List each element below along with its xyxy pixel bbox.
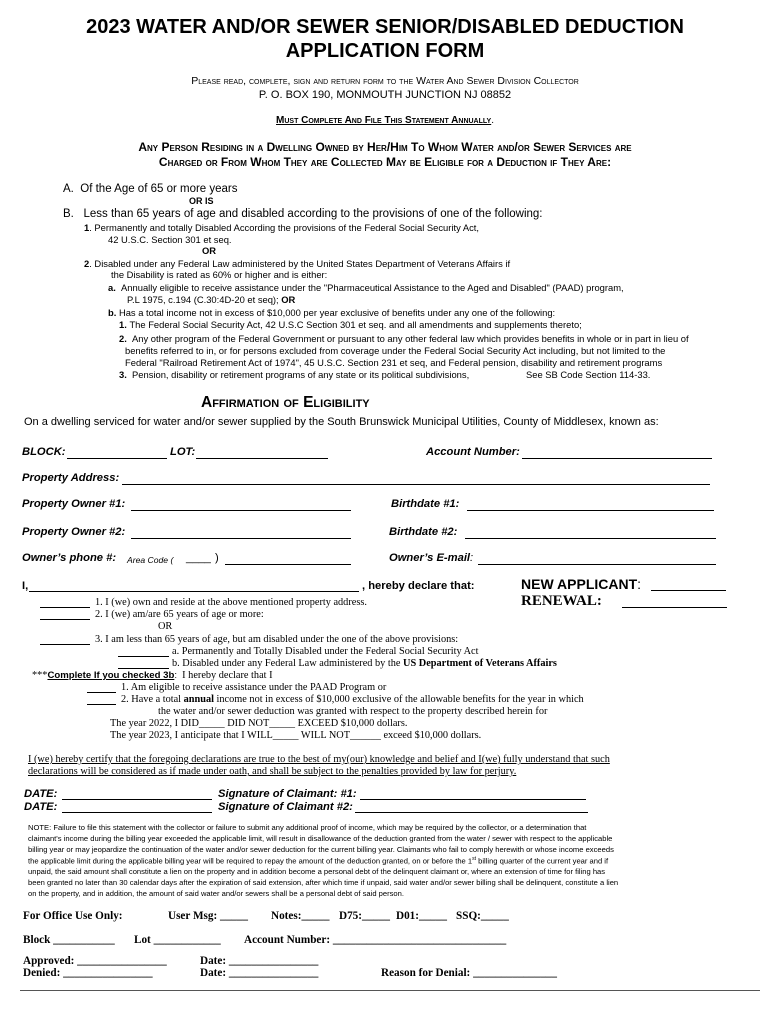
note-line7: on the property, and in addition, the amount of said water and/or sewers shall be a personal debt of said person. [28,889,404,898]
notes-field[interactable]: Notes:_____ [271,910,330,922]
date2-field[interactable] [62,812,212,813]
affirmation-heading: Affirmation of Eligibility [201,394,370,411]
office-lot-field[interactable]: Lot ____________ [134,934,221,946]
note-line4: the applicable limit during the applicable billing year will be required to repay the amount of the deduction granted, on or before the 1st billing quarter of the current year and if [28,856,609,866]
declaration-2: 2. I (we) am/are 65 years of age or more: [95,609,264,620]
eligibility-intro-line2: Charged or From Whom They are Collected May be Eligible for a Deduction if They Are: [158,155,612,169]
certification-line2: declarations will be considered as if made under oath, and shall be subject to the penalties provided by law for perjury. [28,766,517,777]
annual-filing-notice: Must Complete And File This Statement Annually. [276,115,494,126]
d01-field[interactable]: D01:_____ [396,910,447,922]
date2-label: DATE: [24,801,58,813]
criteria-item-1: 1. Permanently and totally Disabled According the provisions of the Federal Social Security Act, [84,222,480,233]
criteria-item-2b-2-cont2: Federal "Railroad Retirement Act of 1974", 45 U.S.C. Section 231 et seq, and Federal pension, disability and retirement programs [125,357,663,368]
criteria-item-2-cont: the Disability is rated as 60% or higher and is either: [111,269,328,280]
area-code-label: Area Code ( [127,555,174,565]
phone-label: Owner’s phone #: [22,552,117,564]
property-address-label: Property Address: [22,472,120,484]
criteria-a: A. Of the Age of 65 or more years [63,183,238,195]
property-address-field[interactable] [122,484,710,485]
or-label-2: OR [158,621,173,632]
declaration-1: 1. I (we) own and reside at the above mentioned property address. [95,597,367,608]
declaration-3a: a. Permanently and Totally Disabled under the Federal Social Security Act [172,646,479,657]
criteria-item-2b-2-cont1: benefits referred to in, or for persons excluded from coverage under the Federal Social Security Act including, but not limited to the [125,345,666,356]
renewal-label: RENEWAL: [521,593,602,609]
or-label-1: OR [202,245,217,256]
owner2-field[interactable] [131,538,351,539]
sub-declaration-2-cont: the water and/or sewer deduction was granted with respect to the property described herein for [158,706,548,717]
mailing-address: P. O. BOX 190, MONMOUTH JUNCTION NJ 08852 [258,89,512,101]
date1-field[interactable] [62,799,212,800]
criteria-item-2a: a. Annually eligible to receive assistance under the "Pharmaceutical Assistance to the Aged and Disabled" (PAAD) program, [108,282,624,293]
lot-field[interactable] [196,458,328,459]
block-label: BLOCK: [22,446,66,458]
criteria-item-2b-2: 2. Any other program of the Federal Government or pursuant to any other federal law which provides benefits in whole or in part in lieu of [119,333,689,344]
ssq-field[interactable]: SSQ:_____ [456,910,509,922]
declarant-name-field[interactable] [29,591,359,592]
denied-field[interactable]: Denied: ________________ [23,967,153,979]
declare-prefix: I, [22,580,29,592]
year-2023-statement[interactable]: The year 2023, I anticipate that I WILL_____ WILL NOT______ exceed $10,000 dollars. [110,730,482,741]
area-code-field[interactable]: ____ [186,552,211,564]
dwelling-intro: On a dwelling serviced for water and/or sewer supplied by the South Brunswick Municipal Utilities, County of Middlesex, known as: [24,416,659,428]
criteria-item-2b-1: 1. The Federal Social Security Act, 42 U.S.C Section 301 et seq. and all amendments and supplements thereto; [119,319,582,330]
criteria-item-1-cont: 42 U.S.C. Section 301 et seq. [108,234,232,245]
phone-field[interactable] [225,564,351,565]
block-field[interactable] [67,458,167,459]
criteria-b: B. Less than 65 years of age and disabled according to the provisions of one of the following: [63,208,543,220]
note-line1: NOTE: Failure to file this statement with the collector or failure to submit any additional proof of income, which may be required by the collector, or a determination that [28,823,587,832]
date1-label: DATE: [24,788,58,800]
declaration3a-check[interactable] [118,656,169,657]
code-reference: See SB Code Section 114-33. [526,369,651,380]
eligibility-intro-line1: Any Person Residing in a Dwelling Owned by Her/Him To Whom Water and/or Sewer Services are [138,140,632,154]
criteria-item-2a-cont: P.L 1975, c.194 (C.30:4D-20 et seq); OR [127,294,296,305]
account-number-label: Account Number: [426,446,520,458]
declaration-3: 3. I am less than 65 years of age, but am disabled under the one of the above provisions: [95,634,459,645]
lot-label: LOT: [170,446,196,458]
denied-date-field[interactable]: Date: ________________ [200,967,319,979]
sub1-check[interactable] [87,692,116,693]
note-line5: unpaid, the said amount shall constitute a lien on the property and in addition become a personal debt of the delinquent claimant or, where an extension of time for filing has [28,867,606,876]
form-title-line1: 2023 WATER AND/OR SEWER SENIOR/DISABLED DEDUCTION [86,16,684,38]
new-applicant-field[interactable] [651,590,726,591]
declaration2-check[interactable] [40,619,90,620]
declaration3-check[interactable] [40,644,90,645]
office-block-field[interactable]: Block ___________ [23,934,115,946]
email-label: Owner’s E-mail: [389,552,474,564]
signature1-label: Signature of Claimant: #1: [218,788,357,800]
signature1-field[interactable] [360,799,586,800]
owner1-field[interactable] [131,510,351,511]
area-code-close: ) [215,552,219,564]
signature2-field[interactable] [355,812,588,813]
owner1-label: Property Owner #1: [22,498,126,510]
declaration-3b: b. Disabled under any Federal Law administered by the US Department of Veterans Affairs [172,658,557,669]
criteria-item-2b: b. Has a total income not in excess of $10,000 per year exclusive of benefits under any one of the following: [108,307,556,318]
sub-declaration-2: 2. Have a total annual income not in excess of $10,000 exclusive of the allowable benefits for the year in which [121,694,584,705]
birthdate1-field[interactable] [467,510,714,511]
certification-line1: I (we) hereby certify that the foregoing declarations are true to the best of my(our) knowledge and belief and I(we) fully understand that such [28,754,610,765]
note-line6: been granted no later than 30 calendar days after the expiration of said extension, after which time if unpaid, said water and/or sewer billing shall be delinquent, constitute a lien [28,878,619,887]
new-applicant-label: NEW APPLICANT: [521,576,642,592]
birthdate1-label: Birthdate #1: [391,498,460,510]
declare-suffix: , hereby declare that: [362,580,475,592]
d75-field[interactable]: D75:_____ [339,910,390,922]
declaration1-check[interactable] [40,607,90,608]
office-use-label: For Office Use Only: [23,910,123,922]
declaration3b-check[interactable] [118,668,169,669]
email-field[interactable] [478,564,716,565]
birthdate2-label: Birthdate #2: [389,526,458,538]
approved-date-field[interactable]: Date: ________________ [200,955,319,967]
form-title-line2: APPLICATION FORM [285,40,485,62]
note-line3: billing year or may jeopardize the continuation of the water and/or sewer deduction for the current billing year. Claimants who fail to comply herewith or whose income exceeds [28,845,614,854]
signature2-label: Signature of Claimant #2: [218,801,353,813]
bottom-divider [20,990,760,991]
user-msg-field[interactable]: User Msg: _____ [168,910,248,922]
owner2-label: Property Owner #2: [22,526,126,538]
denial-reason-field[interactable]: Reason for Denial: _______________ [381,967,557,979]
complete-3b-instruction: ***Complete If you checked 3b: I hereby declare that I [32,670,273,681]
birthdate2-field[interactable] [465,538,716,539]
approved-field[interactable]: Approved: ________________ [23,955,167,967]
sub2-check[interactable] [87,704,116,705]
criteria-item-2: 2. Disabled under any Federal Law administered by the United States Department of Veterans Affairs if [84,258,511,269]
account-number-field[interactable] [522,458,712,459]
note-line2: claimant's income during the billing year exceeded the applicable limit, will result in disallowance of the deduction granted from the water / sewer with respect to the applicable [28,834,613,843]
year-2022-statement[interactable]: The year 2022, I DID_____ DID NOT_____ EXCEED $10,000 dollars. [110,718,408,729]
instruction-text: Please read, complete, sign and return form to the Water And Sewer Division Collector [191,75,579,87]
or-is-label: OR IS [189,196,214,206]
sub-declaration-1: 1. Am eligible to receive assistance under the PAAD Program or [121,682,387,693]
criteria-item-2b-3: 3. Pension, disability or retirement programs of any state or its political subdivisions, [119,369,470,380]
office-account-field[interactable]: Account Number: _______________________________ [244,934,507,946]
renewal-field[interactable] [622,607,727,608]
